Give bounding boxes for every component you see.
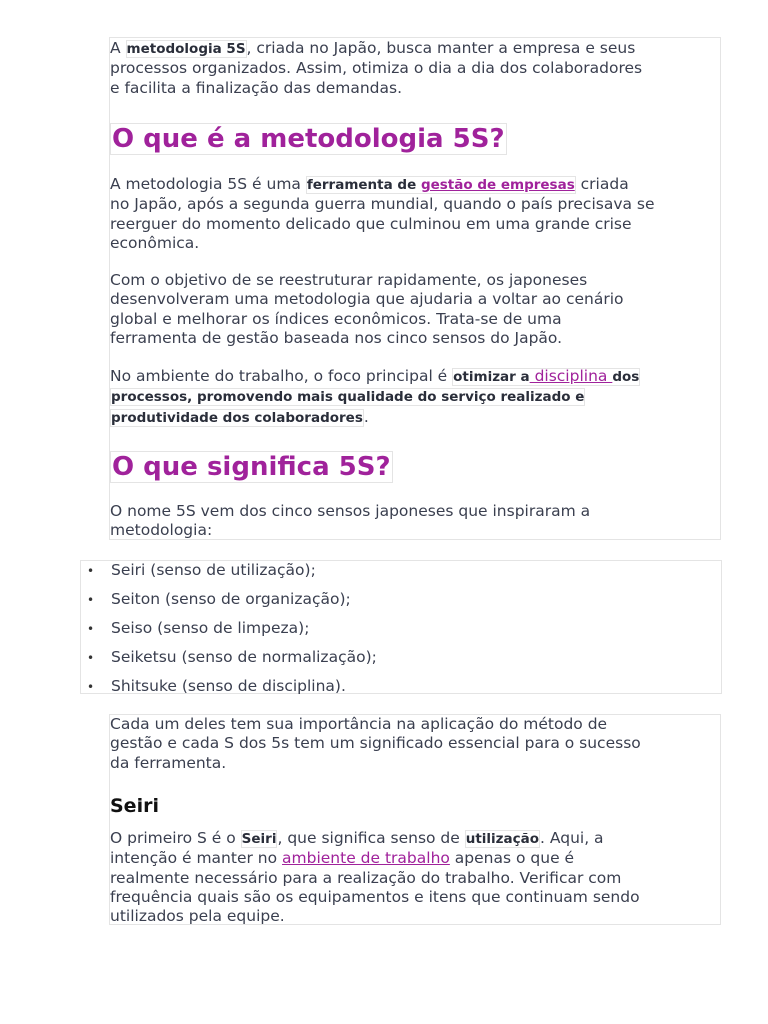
link-gestao-de-empresas[interactable]: gestão de empresas: [420, 177, 575, 193]
para-line: O nome 5S vem dos cinco sensos japoneses que inspiraram a: [110, 502, 591, 520]
list-item-text: Seiso (senso de limpeza);: [111, 619, 310, 637]
definition-paragraph: [110, 175, 730, 253]
intro-text: , criada no Japão, busca manter a empresa e seus: [246, 39, 636, 57]
heading-meaning-5s: O que significa 5S?: [112, 452, 391, 482]
bold-line: produtividade dos colaboradores: [111, 409, 363, 426]
para-text: O primeiro S é o: [110, 829, 241, 847]
para-line: utilizados pela equipe.: [110, 907, 285, 926]
intro-paragraph: [110, 39, 730, 98]
article-section-intro: [109, 37, 721, 540]
importance-paragraph: [110, 715, 730, 773]
para-line: global e melhorar os índices econômicos. Trata-se de uma: [110, 309, 562, 328]
para-line: reerguer do momento delicado que culminou em uma grande crise: [110, 214, 632, 233]
bold-line: processos, promovendo mais qualidade do serviço realizado e: [111, 389, 585, 406]
list-item-text: Seiton (senso de organização);: [111, 590, 351, 608]
para-line: metodologia:: [110, 521, 213, 540]
list-item-text: Shitsuke (senso de disciplina).: [111, 677, 346, 695]
bullet-icon: •: [87, 651, 95, 665]
para-text: , que significa senso de: [277, 829, 465, 847]
para-line: frequência quais são os equipamentos e itens que continuam sendo: [110, 887, 640, 906]
para-text: . Aqui, a: [540, 829, 604, 847]
senses-list: [80, 560, 722, 694]
bold-phrase: otimizar a disciplina dos: [453, 367, 640, 385]
intro-line: processos organizados. Assim, otimiza o dia a dia dos colaboradores: [110, 59, 643, 78]
intro-bold-term: metodologia 5S: [126, 41, 246, 57]
bold-term-seiri: Seiri: [241, 831, 277, 847]
bullet-icon: •: [87, 622, 95, 636]
para-line: da ferramenta.: [110, 753, 227, 772]
bullet-icon: •: [87, 564, 95, 578]
intro-line: e facilita a finalização das demandas.: [110, 78, 403, 97]
para-line: econômica.: [110, 233, 200, 252]
para-text: intenção é manter no: [110, 849, 283, 868]
para-line: Com o objetivo de se reestruturar rapidamente, os japoneses: [110, 271, 588, 289]
list-item-text: Seiri (senso de utilização);: [111, 561, 316, 579]
bullet-icon: •: [87, 593, 95, 607]
para-line: ferramenta de gestão baseada nos cinco sensos do Japão.: [110, 328, 563, 347]
para-line: desenvolveram uma metodologia que ajudaria a voltar ao cenário: [110, 290, 624, 309]
link-disciplina[interactable]: disciplina: [529, 367, 613, 385]
para-line: Cada um deles tem sua importância na aplicação do método de: [110, 715, 608, 733]
seiri-paragraph: [110, 829, 730, 926]
bold-term-utilizacao: utilização: [465, 831, 540, 847]
heading-what-is-5s: O que é a metodologia 5S?: [112, 124, 505, 154]
list-item-text: Seiketsu (senso de normalização);: [111, 648, 377, 666]
names-paragraph: [110, 502, 730, 541]
heading-seiri: Seiri: [110, 795, 159, 817]
para-line: no Japão, após a segunda guerra mundial, quando o país precisava se: [110, 195, 655, 214]
article-section-seiri: [109, 714, 721, 925]
para-line: realmente necessário para a realização do trabalho. Verificar com: [110, 868, 622, 887]
history-paragraph: [110, 271, 730, 348]
link-ambiente-de-trabalho[interactable]: ambiente de trabalho: [282, 849, 450, 868]
para-text: criada: [575, 175, 629, 193]
focus-paragraph: [110, 367, 730, 428]
para-text: apenas o que é: [449, 849, 575, 868]
para-text: A metodologia 5S é uma: [110, 175, 306, 193]
bold-term: ferramenta de gestão de empresas: [306, 177, 575, 193]
bullet-icon: •: [87, 680, 95, 694]
para-text: .: [363, 407, 369, 426]
intro-prefix: A: [110, 39, 126, 57]
para-line: gestão e cada S dos 5s tem um significado essencial para o sucesso: [110, 734, 641, 753]
para-text: No ambiente do trabalho, o foco principal é: [110, 367, 453, 385]
